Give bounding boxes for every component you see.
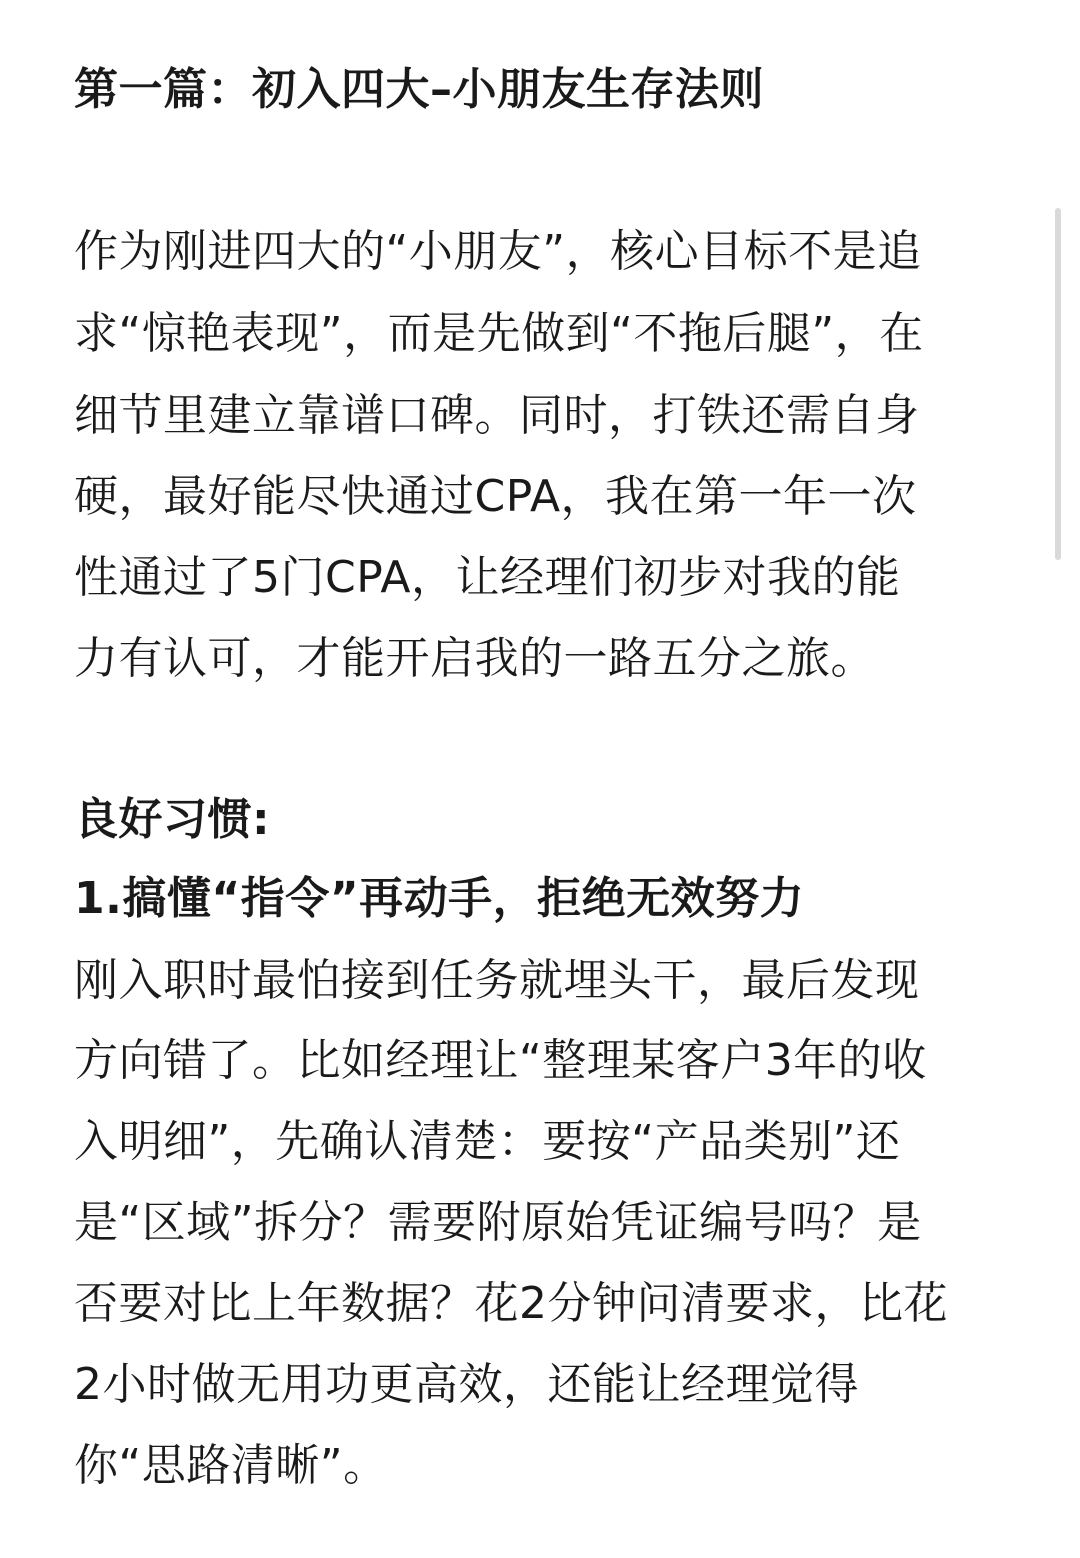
item-line: 2小时做无用功更高效，还能让经理觉得 (74, 1359, 859, 1410)
intro-line: 作为刚进四大的“小朋友”，核心目标不是追 (74, 226, 922, 277)
intro-line: 硬，最好能尽快通过CPA，我在第一年一次 (74, 471, 917, 522)
item-line: 入明细”，先确认清楚：要按“产品类别”还 (74, 1116, 901, 1167)
item-line: 方向错了。比如经理让“整理某客户3年的收 (74, 1035, 927, 1086)
section-heading: 良好习惯: (74, 794, 271, 845)
item-heading: 1.搞懂“指令”再动手，拒绝无效努力 (74, 873, 805, 924)
item-line: 是“区域”拆分？需要附原始凭证编号吗？是 (74, 1197, 922, 1248)
intro-line: 性通过了5门CPA，让经理们初步对我的能 (74, 552, 901, 603)
intro-line: 求“惊艳表现”，而是先做到“不拖后腿”，在 (74, 308, 924, 359)
scrollbar[interactable] (1055, 208, 1061, 560)
article-title: 第一篇：初入四大–小朋友生存法则 (74, 64, 764, 115)
item-line: 你“思路清晰”。 (74, 1440, 388, 1491)
intro-line: 力有认可，才能开启我的一路五分之旅。 (74, 633, 875, 684)
intro-line: 细节里建立靠谱口碑。同时，打铁还需自身 (74, 390, 920, 441)
item-line: 否要对比上年数据？花2分钟问清要求，比花 (74, 1278, 948, 1329)
item-line: 刚入职时最怕接到任务就埋头干，最后发现 (74, 955, 920, 1006)
